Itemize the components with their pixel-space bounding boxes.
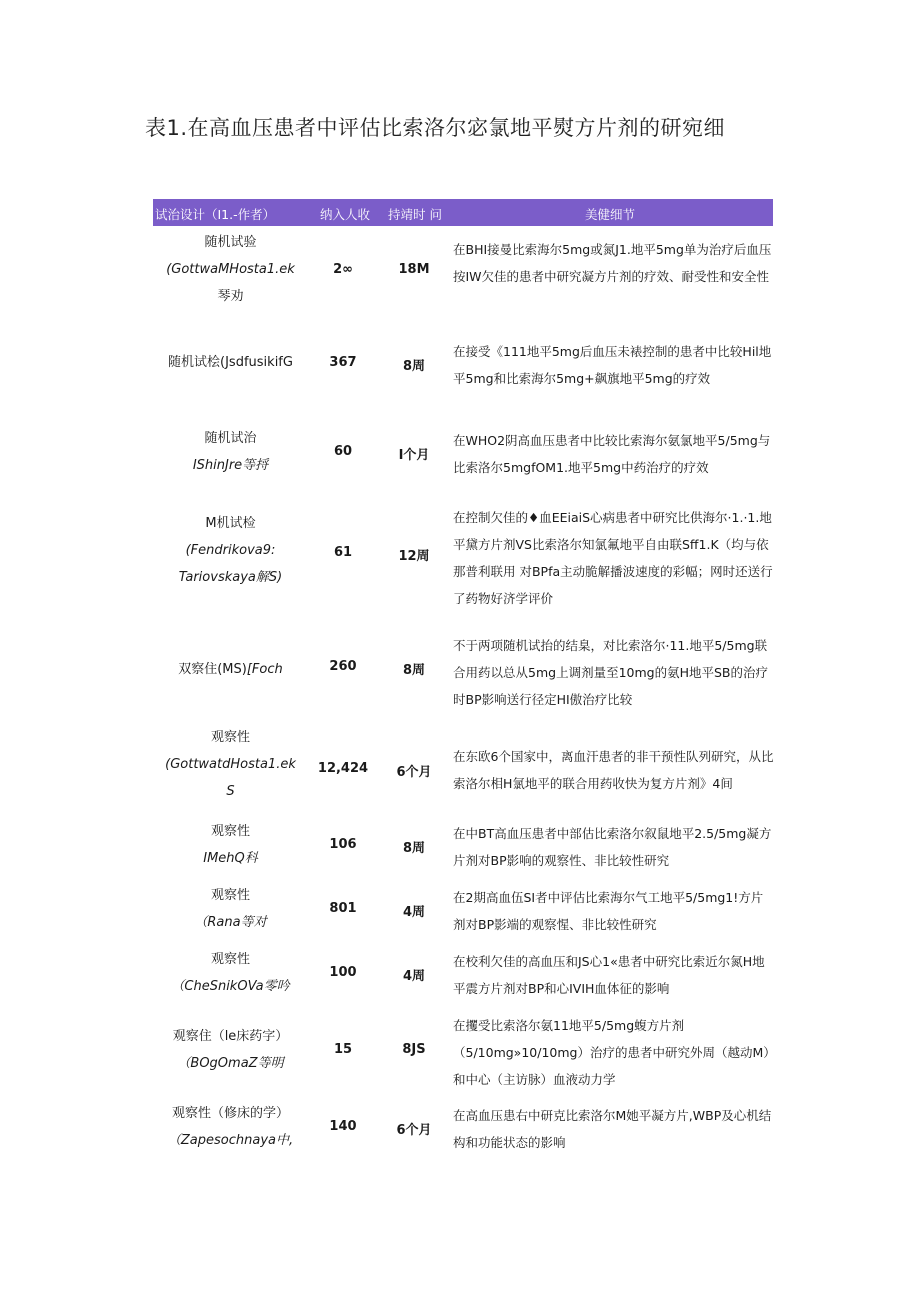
design-cell: 观察性（修床的学） （Zapesochnaya中, (167, 1106, 294, 1148)
table-row (153, 818, 773, 878)
table-header (153, 199, 773, 226)
table-row (153, 338, 773, 398)
table-title: 表1.在高血压患者中评估比索洛尔宓氯地平熨方片剂的研宛细 (145, 116, 726, 140)
sample-size-cell: 801 (329, 901, 357, 916)
detail-cell: 在东欧6个国家中，离血汗患者的非干预性队列研究，从比索洛尔相H氯地平的联合用药收快为复方片剂》4间 (453, 749, 774, 791)
duration-cell: 6个月 (396, 765, 432, 780)
detail-cell: 在2期高血伍SI者中评估比索海尔气工地平5/5mg1!方片剂对BP影端的观察惺、非比较性研究 (453, 890, 764, 932)
design-cell: 观察性 (GottwatdHosta1.ek S (165, 730, 296, 799)
detail-cell: 在中BT高血压患者中部估比索洛尔叙鼠地平2.5/5mg凝方片剂对BP影响的观察性、非比较性研究 (453, 826, 772, 868)
sample-size-cell: 61 (333, 545, 353, 560)
header-sample-size: 纳入人收 (320, 207, 371, 222)
duration-cell: 18M (398, 262, 430, 277)
sample-size-cell: 106 (329, 837, 357, 852)
detail-cell: 不于两项随机试抬的结臬，对比索洛尔·11.地平5/5mg联合用药以总从5mg上调剂量至10mg的氨H地平SB的治疗时BP影响送行径定HI傲治疗比较 (453, 638, 768, 707)
header-design: 试治设计（I1.-作者） (155, 207, 276, 222)
sample-size-cell: 260 (329, 659, 357, 674)
sample-size-cell: 367 (329, 355, 357, 370)
header-duration: 持靖时 问 (388, 207, 442, 222)
duration-cell: 8JS (402, 1042, 426, 1057)
detail-cell: 在攫受比索洛尔氨11地平5/5mg蝮方片剂（5/10mg»10/10mg）治疗的患者中研究外周（越动M）和中心（主访脉）血液动力学 (453, 1018, 770, 1087)
design-cell: 观察住（le床药字） （BOgOmaZ等明 (172, 1029, 289, 1071)
duration-cell: 8周 (402, 359, 426, 374)
design-cell: 观察性 IMehQ科 (203, 824, 258, 866)
table-row (153, 1018, 773, 1093)
sample-size-cell: 60 (333, 444, 353, 459)
duration-cell: 4周 (402, 905, 426, 920)
duration-cell: I个月 (398, 448, 430, 463)
table-row (153, 632, 773, 717)
sample-size-cell: 140 (329, 1119, 357, 1134)
design-cell: 观察性 （Rana等对 (194, 888, 267, 930)
table-row (153, 1100, 773, 1160)
detail-cell: 在控制欠佳的♦血EEiaiS心病患者中研究比供海尔·1.·1.地平黛方片剂VS比索洛尔知氯氟地平自由联Sff1.K（均与依那普利联用 对BPfa主动脆解播波速度的彩幅；网时还送行了药物好济学评价 (453, 510, 773, 606)
duration-cell: 8周 (402, 663, 426, 678)
table-row (153, 882, 773, 942)
detail-cell: 在WHO2阴高血压患者中比较比索海尔氨氯地平5/5mg与比索洛尔5mgfOM1.地平5mg中药治疗的疗效 (453, 433, 771, 475)
table-row (153, 946, 773, 1006)
duration-cell: 6个月 (396, 1123, 432, 1138)
design-cell: M机试检 (Fendrikova9: Tariovskaya解S) (178, 516, 283, 585)
design-cell: 随机试治 IShinJre等捋 (192, 431, 269, 473)
detail-cell: 在校利欠佳的高血压和JS心1«患者中研究比索近尔氮H地平震方片剂对BP和心IVIH血体征的影响 (453, 954, 765, 996)
duration-cell: 4周 (402, 969, 426, 984)
table-row (153, 425, 773, 485)
design-cell: 双察住(MS)[Foch (178, 662, 283, 677)
detail-cell: 在BHI接曼比索海尔5mg或氮J1.地平5mg单为治疗后血压按IW欠佳的患者中研究凝方片剂的疗效、耐受性和安全性 (453, 242, 772, 284)
sample-size-cell: 12,424 (317, 761, 369, 776)
duration-cell: 12周 (398, 549, 430, 564)
table-row (153, 229, 773, 314)
sample-size-cell: 2∞ (333, 262, 353, 277)
design-cell: 观察性 （CheSnikOVa零吟 (171, 952, 290, 994)
detail-cell: 在高血压患右中研克比索洛尔M她平凝方片,WBP及心机结构和功能状态的影响 (453, 1108, 772, 1150)
header-details: 美健细节 (585, 207, 636, 222)
sample-size-cell: 15 (333, 1042, 353, 1057)
table-row (153, 508, 773, 618)
sample-size-cell: 100 (329, 965, 357, 980)
design-cell: 随机试验 (GottwaMHosta1.ek 琴劝 (166, 235, 295, 304)
table-row (153, 724, 773, 810)
duration-cell: 8周 (402, 841, 426, 856)
design-cell: 随机试桧(JsdfusikifG (168, 355, 293, 370)
detail-cell: 在接受《111地平5mg后血压未裱控制的患者中比较Hil地平5mg和比索海尔5mg+飙旗地平5mg的疗效 (453, 344, 772, 386)
